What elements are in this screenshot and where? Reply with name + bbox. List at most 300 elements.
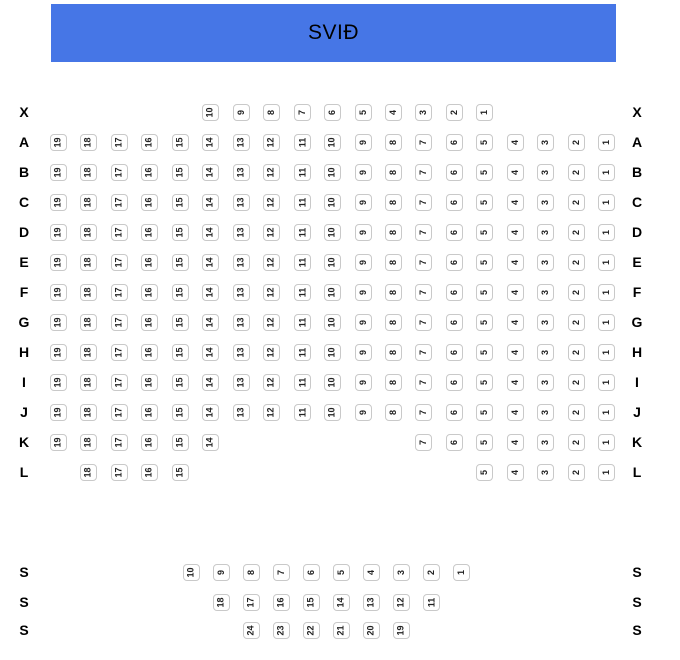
seat-number: 14 [204,137,215,148]
seat-D-14[interactable] [202,224,219,241]
seat-X-8[interactable] [263,104,280,121]
seat-H-12[interactable] [263,344,280,361]
seat-I-14[interactable] [202,374,219,391]
seat-number: 1 [600,379,611,386]
seat-L-18[interactable] [80,464,97,481]
seat-number: 7 [417,379,428,386]
seat-D-16[interactable] [141,224,158,241]
seat-number: 8 [387,379,398,386]
seat-S-21[interactable] [333,622,350,639]
seat-A-2[interactable] [568,134,585,151]
seat-G-11[interactable] [294,314,311,331]
seat-I-15[interactable] [172,374,189,391]
seat-E-1[interactable] [598,254,615,271]
seat-B-4[interactable] [507,164,524,181]
seat-C-11[interactable] [294,194,311,211]
seat-H-1[interactable] [598,344,615,361]
seat-A-13[interactable] [233,134,250,151]
seat-B-17[interactable] [111,164,128,181]
seat-C-17[interactable] [111,194,128,211]
row-label-left-main-E-5: E [19,254,29,270]
seat-C-5[interactable] [476,194,493,211]
seat-number: 2 [570,409,581,416]
seat-S-22[interactable] [303,622,320,639]
seat-number: 2 [570,199,581,206]
seat-J-4[interactable] [507,404,524,421]
seat-number: 18 [82,227,93,238]
seat-I-4[interactable] [507,374,524,391]
seat-H-6[interactable] [446,344,463,361]
seat-number: 6 [305,569,316,576]
seat-number: 1 [478,109,489,116]
seat-D-19[interactable] [50,224,67,241]
seat-X-4[interactable] [385,104,402,121]
seat-number: 17 [245,597,256,608]
seat-number: 19 [52,407,63,418]
seat-number: 8 [387,199,398,206]
seat-C-4[interactable] [507,194,524,211]
seat-H-15[interactable] [172,344,189,361]
seat-number: 15 [174,377,185,388]
seat-J-12[interactable] [263,404,280,421]
seat-X-3[interactable] [415,104,432,121]
seat-L-17[interactable] [111,464,128,481]
seat-J-19[interactable] [50,404,67,421]
seat-D-11[interactable] [294,224,311,241]
seat-C-13[interactable] [233,194,250,211]
seat-D-2[interactable] [568,224,585,241]
seat-number: 17 [113,137,124,148]
seat-E-17[interactable] [111,254,128,271]
seat-C-19[interactable] [50,194,67,211]
seat-E-5[interactable] [476,254,493,271]
seat-G-3[interactable] [537,314,554,331]
seat-D-9[interactable] [355,224,372,241]
seat-S-16[interactable] [273,594,290,611]
seat-number: 19 [52,227,63,238]
seat-J-16[interactable] [141,404,158,421]
seat-number: 2 [570,229,581,236]
seat-B-18[interactable] [80,164,97,181]
seat-A-3[interactable] [537,134,554,151]
seat-G-16[interactable] [141,314,158,331]
seat-A-19[interactable] [50,134,67,151]
seat-L-5[interactable] [476,464,493,481]
seat-D-8[interactable] [385,224,402,241]
seat-J-7[interactable] [415,404,432,421]
seat-A-4[interactable] [507,134,524,151]
seat-H-8[interactable] [385,344,402,361]
seat-S-17[interactable] [243,594,260,611]
seat-K-14[interactable] [202,434,219,451]
seat-number: 6 [326,109,337,116]
seat-I-16[interactable] [141,374,158,391]
seat-H-4[interactable] [507,344,524,361]
seat-number: 18 [82,317,93,328]
seat-J-17[interactable] [111,404,128,421]
seat-G-12[interactable] [263,314,280,331]
seat-C-10[interactable] [324,194,341,211]
seat-D-1[interactable] [598,224,615,241]
seat-B-2[interactable] [568,164,585,181]
seat-L-15[interactable] [172,464,189,481]
seat-H-14[interactable] [202,344,219,361]
seat-E-15[interactable] [172,254,189,271]
seat-X-2[interactable] [446,104,463,121]
seat-J-14[interactable] [202,404,219,421]
seat-H-7[interactable] [415,344,432,361]
seat-S-2[interactable] [423,564,440,581]
seat-H-3[interactable] [537,344,554,361]
seat-I-10[interactable] [324,374,341,391]
seat-G-10[interactable] [324,314,341,331]
seat-E-2[interactable] [568,254,585,271]
seat-number: 1 [600,139,611,146]
seat-E-14[interactable] [202,254,219,271]
seat-F-13[interactable] [233,284,250,301]
seat-L-16[interactable] [141,464,158,481]
seat-H-2[interactable] [568,344,585,361]
seat-F-15[interactable] [172,284,189,301]
seat-number: 17 [113,227,124,238]
seat-K-3[interactable] [537,434,554,451]
seat-F-14[interactable] [202,284,219,301]
seat-I-19[interactable] [50,374,67,391]
seat-S-8[interactable] [243,564,260,581]
seat-B-14[interactable] [202,164,219,181]
seat-number: 2 [570,289,581,296]
seat-B-16[interactable] [141,164,158,181]
seat-S-6[interactable] [303,564,320,581]
seat-X-1[interactable] [476,104,493,121]
seat-G-2[interactable] [568,314,585,331]
seat-J-11[interactable] [294,404,311,421]
seat-I-1[interactable] [598,374,615,391]
seat-K-5[interactable] [476,434,493,451]
seat-J-2[interactable] [568,404,585,421]
seat-F-3[interactable] [537,284,554,301]
seat-G-19[interactable] [50,314,67,331]
seat-A-1[interactable] [598,134,615,151]
seat-number: 13 [235,257,246,268]
seat-S-3[interactable] [393,564,410,581]
seat-K-7[interactable] [415,434,432,451]
row-label-left-main-A-1: A [18,134,30,150]
seat-number: 14 [204,407,215,418]
seat-I-18[interactable] [80,374,97,391]
seat-S-14[interactable] [333,594,350,611]
seat-number: 9 [357,379,368,386]
seat-I-8[interactable] [385,374,402,391]
seat-G-17[interactable] [111,314,128,331]
seat-B-7[interactable] [415,164,432,181]
seat-B-8[interactable] [385,164,402,181]
seat-E-16[interactable] [141,254,158,271]
seat-G-8[interactable] [385,314,402,331]
seat-I-13[interactable] [233,374,250,391]
seat-D-13[interactable] [233,224,250,241]
seat-C-6[interactable] [446,194,463,211]
seat-S-24[interactable] [243,622,260,639]
seat-F-1[interactable] [598,284,615,301]
seat-A-16[interactable] [141,134,158,151]
seat-H-19[interactable] [50,344,67,361]
seat-S-15[interactable] [303,594,320,611]
seat-D-17[interactable] [111,224,128,241]
seat-S-19[interactable] [393,622,410,639]
seat-K-1[interactable] [598,434,615,451]
seat-B-3[interactable] [537,164,554,181]
seat-S-23[interactable] [273,622,290,639]
seat-J-5[interactable] [476,404,493,421]
seat-D-15[interactable] [172,224,189,241]
seat-number: 16 [143,377,154,388]
seat-number: 17 [113,167,124,178]
seat-E-12[interactable] [263,254,280,271]
seat-C-2[interactable] [568,194,585,211]
seat-E-7[interactable] [415,254,432,271]
seat-D-12[interactable] [263,224,280,241]
seat-I-3[interactable] [537,374,554,391]
seat-number: 17 [113,467,124,478]
seat-H-9[interactable] [355,344,372,361]
seat-F-6[interactable] [446,284,463,301]
seat-number: 10 [326,317,337,328]
seat-E-3[interactable] [537,254,554,271]
seat-G-5[interactable] [476,314,493,331]
seat-D-18[interactable] [80,224,97,241]
seat-number: 8 [387,259,398,266]
row-label-left-main-J-10: J [20,404,28,420]
seat-S-10[interactable] [183,564,200,581]
seat-S-1[interactable] [453,564,470,581]
seat-C-14[interactable] [202,194,219,211]
seat-C-3[interactable] [537,194,554,211]
seat-X-5[interactable] [355,104,372,121]
seat-G-7[interactable] [415,314,432,331]
seat-D-5[interactable] [476,224,493,241]
seat-H-11[interactable] [294,344,311,361]
seat-K-18[interactable] [80,434,97,451]
seat-A-18[interactable] [80,134,97,151]
seat-D-6[interactable] [446,224,463,241]
seat-I-9[interactable] [355,374,372,391]
seat-E-18[interactable] [80,254,97,271]
seat-number: 6 [448,289,459,296]
seat-F-4[interactable] [507,284,524,301]
seat-C-8[interactable] [385,194,402,211]
seat-S-4[interactable] [363,564,380,581]
seat-B-10[interactable] [324,164,341,181]
seat-number: 6 [448,319,459,326]
seat-number: 11 [296,257,307,268]
seat-G-1[interactable] [598,314,615,331]
seat-F-19[interactable] [50,284,67,301]
seat-J-13[interactable] [233,404,250,421]
seat-number: 7 [417,139,428,146]
seat-number: 14 [204,437,215,448]
seat-J-3[interactable] [537,404,554,421]
seat-S-11[interactable] [423,594,440,611]
seat-B-15[interactable] [172,164,189,181]
seat-A-5[interactable] [476,134,493,151]
seat-G-18[interactable] [80,314,97,331]
seat-H-18[interactable] [80,344,97,361]
seat-number: 15 [174,317,185,328]
seat-K-2[interactable] [568,434,585,451]
seat-H-17[interactable] [111,344,128,361]
seat-E-10[interactable] [324,254,341,271]
seat-A-12[interactable] [263,134,280,151]
seat-J-9[interactable] [355,404,372,421]
seat-H-10[interactable] [324,344,341,361]
seat-S-13[interactable] [363,594,380,611]
seat-A-6[interactable] [446,134,463,151]
seat-C-18[interactable] [80,194,97,211]
seat-L-4[interactable] [507,464,524,481]
seat-C-7[interactable] [415,194,432,211]
seat-A-7[interactable] [415,134,432,151]
seat-G-6[interactable] [446,314,463,331]
seat-L-2[interactable] [568,464,585,481]
seat-C-12[interactable] [263,194,280,211]
seat-D-4[interactable] [507,224,524,241]
seat-number: 16 [143,287,154,298]
seat-C-1[interactable] [598,194,615,211]
seat-B-12[interactable] [263,164,280,181]
seat-A-11[interactable] [294,134,311,151]
seat-I-7[interactable] [415,374,432,391]
seat-E-9[interactable] [355,254,372,271]
seat-number: 16 [275,597,286,608]
seat-G-9[interactable] [355,314,372,331]
seat-number: 19 [52,197,63,208]
seat-number: 7 [417,349,428,356]
seat-A-14[interactable] [202,134,219,151]
seat-number: 7 [417,409,428,416]
seat-F-16[interactable] [141,284,158,301]
seat-number: 13 [235,137,246,148]
seat-S-9[interactable] [213,564,230,581]
seat-K-17[interactable] [111,434,128,451]
seat-X-7[interactable] [294,104,311,121]
seat-I-12[interactable] [263,374,280,391]
seat-E-4[interactable] [507,254,524,271]
seat-C-16[interactable] [141,194,158,211]
seat-I-2[interactable] [568,374,585,391]
seat-X-9[interactable] [233,104,250,121]
seat-B-6[interactable] [446,164,463,181]
seat-X-6[interactable] [324,104,341,121]
seat-G-14[interactable] [202,314,219,331]
seat-E-13[interactable] [233,254,250,271]
seat-F-7[interactable] [415,284,432,301]
seat-J-8[interactable] [385,404,402,421]
seat-X-10[interactable] [202,104,219,121]
seat-B-11[interactable] [294,164,311,181]
seat-J-18[interactable] [80,404,97,421]
seat-H-13[interactable] [233,344,250,361]
seat-L-3[interactable] [537,464,554,481]
seat-A-8[interactable] [385,134,402,151]
seat-number: 8 [265,109,276,116]
seat-E-6[interactable] [446,254,463,271]
seat-K-16[interactable] [141,434,158,451]
seat-S-12[interactable] [393,594,410,611]
seat-A-10[interactable] [324,134,341,151]
seat-G-15[interactable] [172,314,189,331]
seat-J-6[interactable] [446,404,463,421]
seat-G-13[interactable] [233,314,250,331]
seat-F-18[interactable] [80,284,97,301]
seat-K-15[interactable] [172,434,189,451]
seat-number: 5 [357,109,368,116]
seat-S-20[interactable] [363,622,380,639]
seat-D-10[interactable] [324,224,341,241]
seat-K-19[interactable] [50,434,67,451]
seat-H-5[interactable] [476,344,493,361]
seat-F-2[interactable] [568,284,585,301]
seat-F-12[interactable] [263,284,280,301]
seat-F-11[interactable] [294,284,311,301]
seat-I-6[interactable] [446,374,463,391]
seat-number: 9 [357,409,368,416]
seat-D-7[interactable] [415,224,432,241]
seat-F-17[interactable] [111,284,128,301]
seat-number: 17 [113,257,124,268]
seat-I-11[interactable] [294,374,311,391]
seat-B-19[interactable] [50,164,67,181]
seat-K-4[interactable] [507,434,524,451]
seat-S-7[interactable] [273,564,290,581]
seat-number: 1 [600,169,611,176]
seat-I-5[interactable] [476,374,493,391]
seat-C-9[interactable] [355,194,372,211]
seat-E-19[interactable] [50,254,67,271]
seat-S-5[interactable] [333,564,350,581]
seat-F-5[interactable] [476,284,493,301]
seat-number: 6 [448,199,459,206]
seat-number: 11 [296,317,307,328]
seat-E-8[interactable] [385,254,402,271]
seat-B-5[interactable] [476,164,493,181]
seat-F-10[interactable] [324,284,341,301]
seat-F-8[interactable] [385,284,402,301]
seat-B-13[interactable] [233,164,250,181]
seat-B-1[interactable] [598,164,615,181]
seat-A-15[interactable] [172,134,189,151]
seat-G-4[interactable] [507,314,524,331]
seat-J-1[interactable] [598,404,615,421]
seat-J-15[interactable] [172,404,189,421]
seat-number: 20 [365,625,376,636]
seat-E-11[interactable] [294,254,311,271]
seat-B-9[interactable] [355,164,372,181]
seat-H-16[interactable] [141,344,158,361]
seat-K-6[interactable] [446,434,463,451]
seat-F-9[interactable] [355,284,372,301]
seat-L-1[interactable] [598,464,615,481]
seat-S-18[interactable] [213,594,230,611]
seat-number: 15 [174,287,185,298]
seat-I-17[interactable] [111,374,128,391]
seat-D-3[interactable] [537,224,554,241]
seat-J-10[interactable] [324,404,341,421]
seat-A-17[interactable] [111,134,128,151]
seat-A-9[interactable] [355,134,372,151]
seat-number: 1 [600,229,611,236]
seat-C-15[interactable] [172,194,189,211]
